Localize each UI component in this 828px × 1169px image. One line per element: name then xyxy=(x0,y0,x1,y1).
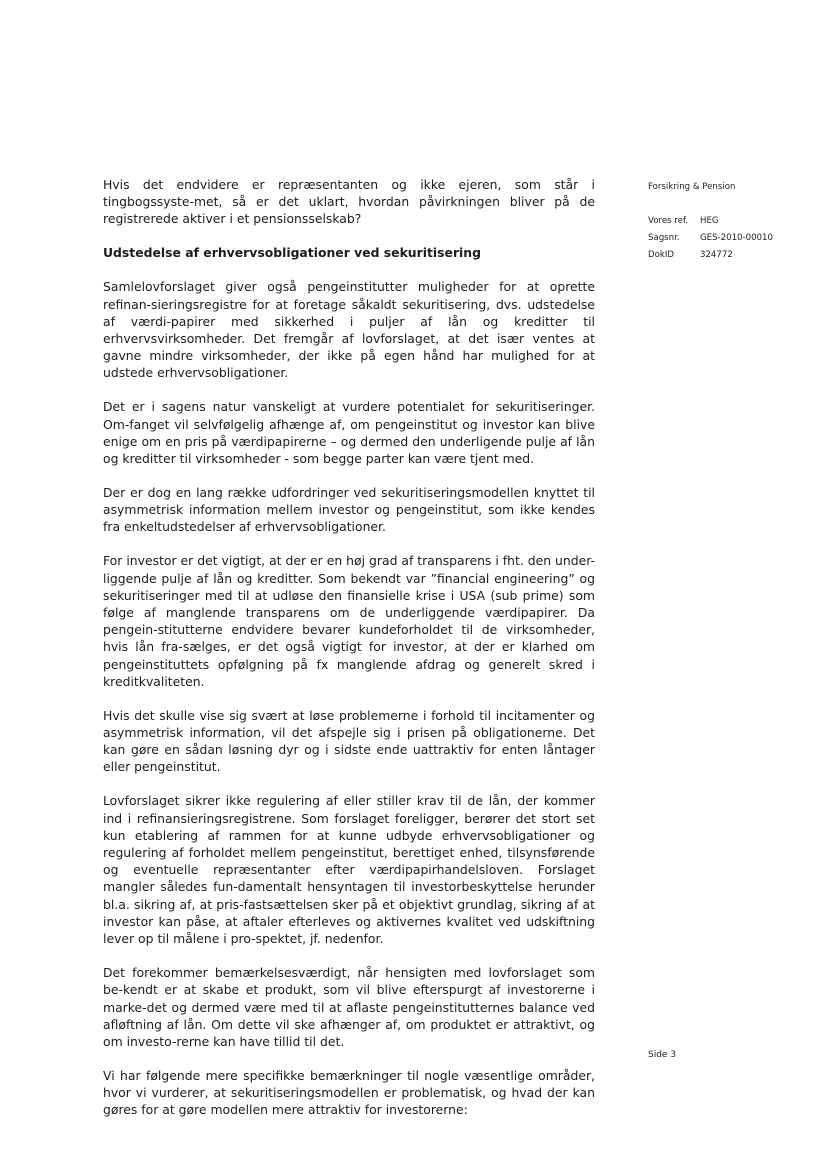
paragraph-4: For investor er det vigtigt, at der er en høj grad af transparens i fht. den under-liggende pulje af lån og kreditter. Som bekendt var ”financial engineering” og sekuritiseringer med til at udløse den finansielle krise i USA (sub prime) som følge af manglende transparens om de underliggende værdipapirer. Da pengein-stitutterne endvidere bevarer kundeforholdet til de virksomheder, hvis lån fra-sælges, er det også vigtigt for investor, at der er klarhed om pengeinstituttets opfølgning på fx manglende afdrag og generelt skred i kreditkvaliteten. xyxy=(103,553,595,689)
ref-label: Vores ref. xyxy=(648,216,689,226)
document-body xyxy=(103,176,595,1135)
case-number-row xyxy=(648,230,798,247)
doc-id-label: DokID xyxy=(648,250,675,260)
paragraph-1: Samlelovforslaget giver også pengeinstitutter muligheder for at oprette refinan-sieringsregistre for at foretage såkaldt sekuritisering, dvs. udstedelse af værdi-papirer med sikkerhed i puljer af lån og kreditter til erhvervsvirksomheder. Det fremgår af lovforslaget, at det især ventes at gavne mindre virksomheder, der ikke på egen hånd har mulighed for at udstede erhvervsobligationer. xyxy=(103,279,595,381)
paragraph-7: Det forekommer bemærkelsesværdigt, når hensigten med lovforslaget som be-kendt er at skabe et produkt, som vil blive efterspurgt af investorerne i marke-det og dermed være med til at aflaste pengeinstitutternes balance ved afløftning af lån. Om dette vil ske afhænger af, om produktet er attraktivt, og om investo-rerne kan have tillid til det. xyxy=(103,965,595,1049)
page-number: Side 3 xyxy=(648,1050,677,1060)
paragraph-8: Vi har følgende mere specifikke bemærkninger til nogle væsentlige områder, hvor vi vurderer, at sekuritiseringsmodellen er problematisk, og hvad der kan gøres for at gøre modellen mere attraktiv for investorerne: xyxy=(103,1067,595,1118)
doc-id-row xyxy=(648,247,798,264)
sidebar-metadata xyxy=(648,179,798,264)
paragraph-5: Hvis det skulle vise sig svært at løse problemerne i forhold til incitamenter og asymmetrisk information, vil det afspejle sig i prisen på obligationerne. Det kan gøre en sådan løsning dyr og i sidste ende uattraktiv for enten låntager eller pengeinstitut. xyxy=(103,707,595,775)
paragraph-6: Lovforslaget sikrer ikke regulering af eller stiller krav til de lån, der kommer ind i refinansieringsregistrene. Som forslaget foreligger, berører det stort set kun etablering af rammen for at kunne udbyde erhvervsobligationer og regulering af forholdet mellem pengeinstitut, berettiget enhed, tilsynsførende og eventuelle repræsentanter efter værdipapirhandelsloven. Forslaget mangler således fun-damentalt hensyntagen til investorbeskyttelse herunder bl.a. sikring af, at pris-fastsættelsen sker på et objektivt grundlag, sikring af at investor kan påse, at aftaler efterleves og aktivernes kvalitet ved udskiftning lever op til målene i pro-spektet, jf. nedenfor. xyxy=(103,793,595,947)
ref-value: HEG xyxy=(700,216,719,226)
case-number-label: Sagsnr. xyxy=(648,233,680,243)
paragraph-2: Det er i sagens natur vanskeligt at vurdere potentialet for sekuritiseringer. Om-fanget vil selvfølgelig afhænge af, om pengeinstitut og investor kan blive enige om en pris på værdipapirerne – og dermed den underligende pulje af lån og kreditter til virksomheder - som begge parter kan være tjent med. xyxy=(103,399,595,467)
paragraph-intro: Hvis det endvidere er repræsentanten og ikke ejeren, som står i tingbogssyste-met, så er det uklart, hvordan påvirkningen bliver på de registrerede aktiver i et pensionsselskab? xyxy=(103,177,595,227)
organization-name: Forsikring & Pension xyxy=(648,182,736,192)
paragraph-3: Der er dog en lang række udfordringer ved sekuritiseringsmodellen knyttet til asymmetrisk information mellem investor og pengeinstitut, som ikke kendes fra enkeltudstedelser af erhvervsobligationer. xyxy=(103,485,595,535)
ref-row xyxy=(648,213,798,230)
doc-id-value: 324772 xyxy=(700,250,733,260)
case-number-value: GES-2010-00010 xyxy=(700,233,773,243)
section-heading: Udstedelse af erhvervsobligationer ved sekuritisering xyxy=(103,245,481,261)
